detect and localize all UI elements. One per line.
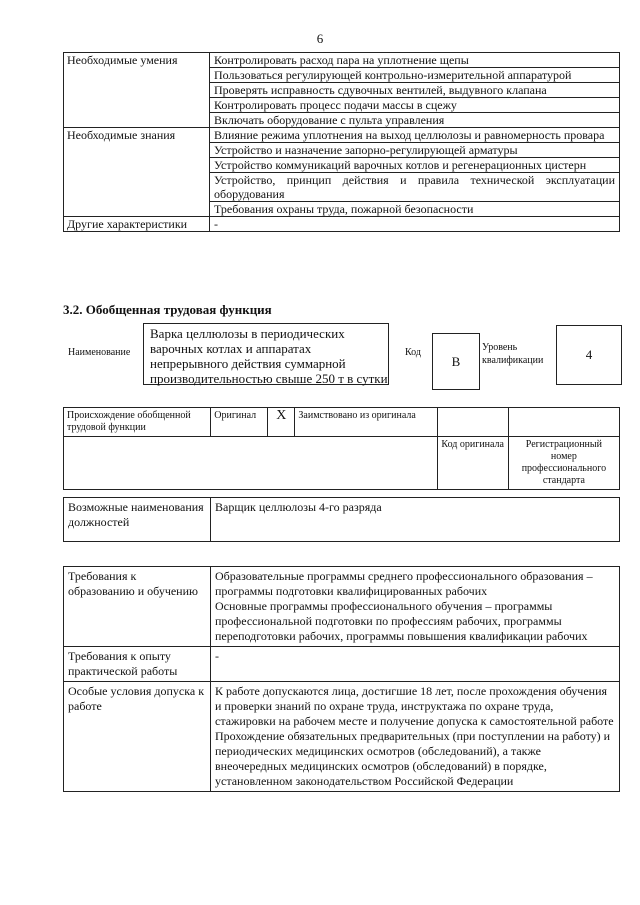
item-cell: Включать оборудование с пульта управления (210, 113, 620, 128)
item-cell: Пользоваться регулирующей контрольно-измерительной аппаратурой (210, 68, 620, 83)
table-row (64, 682, 620, 792)
requirement-label: Требования к образованию и обучению (64, 567, 211, 647)
code-label: Код (405, 347, 421, 358)
table-row (64, 217, 620, 232)
requirement-value: - (211, 647, 620, 682)
requirements-table (63, 566, 620, 792)
requirement-value: Образовательные программы среднего профессионального образования – программы подготовки квалифицированных рабочих Основные программы профессионального обучения – программы профессиональной подготовки по профессиям рабочих, программы переподготовки рабочих, программы повышения квалификации рабочих (211, 567, 620, 647)
level-value: 4 (556, 325, 622, 385)
code-original-label: Код оригинала (437, 437, 508, 490)
page-number: 6 (316, 31, 324, 46)
table-row (64, 567, 620, 647)
item-cell: Контролировать расход пара на уплотнение щепы (210, 53, 620, 68)
borrowed-label: Заимствовано из оригинала (295, 408, 437, 437)
item-cell: - (210, 217, 620, 232)
item-cell: Требования охраны труда, пожарной безопасности (210, 202, 620, 217)
group-label: Другие характеристики (64, 217, 210, 232)
reg-number-label: Регистрационный номер профессионального стандарта (508, 437, 619, 490)
requirement-value: К работе допускаются лица, достигшие 18 лет, после прохождения обучения и проверки знаний по охране труда, инструктажа по охране труда, стажировки на рабочем месте и получение допуска к самостоятельной работе Прохождение обязательных предварительных (при поступлении на работу) и периодических медицинских осмотров (обследований), а также внеочередных медицинских осмотров (обследований) в порядке, установленном законодательством Российской Федерации (211, 682, 620, 792)
origin-label: Происхождение обобщенной трудовой функции (64, 408, 211, 437)
table-row (64, 53, 620, 68)
item-cell: Устройство и назначение запорно-регулирующей арматуры (210, 143, 620, 158)
group-label: Необходимые умения (64, 53, 210, 128)
positions-value: Варщик целлюлозы 4-го разряда (211, 498, 620, 542)
item-cell: Контролировать процесс подачи массы в сцежу (210, 98, 620, 113)
positions-label: Возможные наименования должностей (64, 498, 211, 542)
function-name-value: Варка целлюлозы в периодических варочных котлах и аппаратах непрерывного действия суммарной производительностью свыше 250 т в сутки (143, 323, 389, 385)
original-mark: X (268, 408, 295, 437)
skills-knowledge-table (63, 52, 620, 232)
level-label: Уровень квалификации (482, 342, 544, 366)
item-cell: Устройство, принцип действия и правила технической эксплуатации оборудования (210, 173, 620, 202)
positions-table (63, 497, 620, 542)
name-label: Наименование (68, 347, 131, 358)
original-label: Оригинал (211, 408, 268, 437)
group-label: Необходимые знания (64, 128, 210, 217)
section-title: 3.2. Обобщенная трудовая функция (63, 302, 272, 317)
requirement-label: Требования к опыту практической работы (64, 647, 211, 682)
item-cell: Проверять исправность сдувочных вентилей, выдувного клапана (210, 83, 620, 98)
table-row (64, 128, 620, 143)
item-cell: Устройство коммуникаций варочных котлов и регенерационных цистерн (210, 158, 620, 173)
code-value: B (432, 333, 480, 390)
requirement-label: Особые условия допуска к работе (64, 682, 211, 792)
origin-table (63, 407, 620, 490)
item-cell: Влияние режима уплотнения на выход целлюлозы и равномерность провара (210, 128, 620, 143)
table-row (64, 647, 620, 682)
